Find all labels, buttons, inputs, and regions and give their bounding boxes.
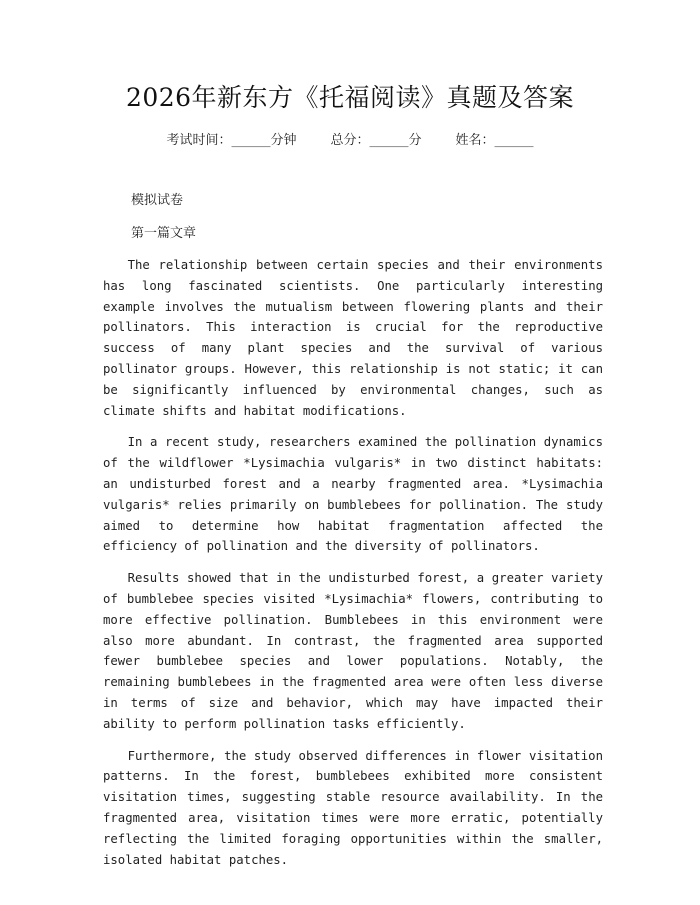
document-title: 2026年新东方《托福阅读》真题及答案 — [125, 83, 575, 112]
section-label: 模拟试卷 — [131, 193, 184, 208]
reading-passage — [103, 255, 603, 881]
passage-paragraph-4: Furthermore, the study observed differences in flower visitation patterns. In the forest, bumblebees exhibited more consistent visitation times, suggesting stable resource availability. In the fragmented area, visitation times were more erratic, potentially reflecting the limited foraging opportunities within the smaller, isolated habitat patches. — [103, 748, 603, 867]
article-label: 第一篇文章 — [131, 226, 197, 241]
total-score-field: 总分：______分 — [330, 133, 422, 148]
exam-time-field: 考试时间：______分钟 — [166, 133, 297, 148]
exam-info-line — [0, 131, 700, 151]
passage-paragraph-3: Results showed that in the undisturbed forest, a greater variety of bumblebee species visited *Lysimachia* flowers, contributing to more effective pollination. Bumblebees in this environment were also more abundant. In contrast, the fragmented area supported fewer bumblebee species and lower populations. Notably, the remaining bumblebees in the fragmented area were often less diverse in terms of size and behavior, which may have impacted their ability to perform pollination tasks efficiently. — [103, 571, 603, 731]
passage-paragraph-2: In a recent study, researchers examined the pollination dynamics of the wildflower *Lysimachia vulgaris* in two distinct habitats: an undisturbed forest and a nearby fragmented area. *Lysimachia vulgaris* relies primarily on bumblebees for pollination. The study aimed to determine how habitat fragmentation affected the efficiency of pollination and the diversity of pollinators. — [103, 435, 603, 554]
passage-paragraph-1: The relationship between certain species and their environments has long fascinated scientists. One particularly interesting example involves the mutualism between flowering plants and their pollinators. This interaction is crucial for the reproductive success of many plant species and the survival of various pollinator groups. However, this relationship is not static; it can be significantly influenced by environmental changes, such as climate shifts and habitat modifications. — [103, 258, 603, 418]
name-field: 姓名：______ — [455, 133, 534, 148]
